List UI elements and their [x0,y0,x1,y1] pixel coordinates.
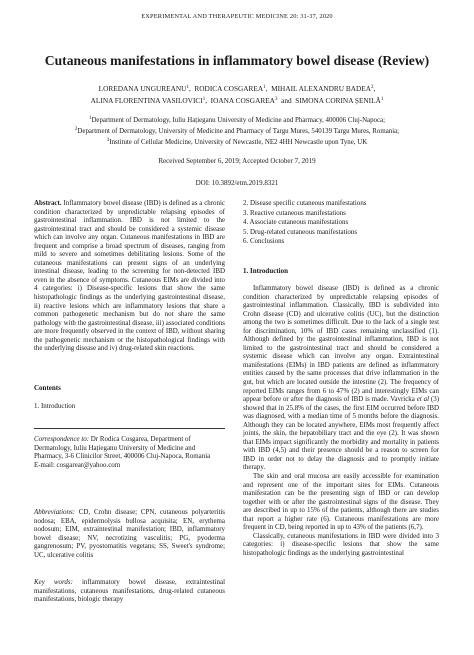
author-line-1: LOREDANA UNGUREANU$^1$, RODICA COSGAREA$^1$, MIHAIL ALEXANDRU BADEA$^2$, [98,84,376,93]
contents-heading: Contents [34,384,61,392]
abbreviations-text: CD, Crohn disease; CPN, cutaneous polyarteritis nodosa; EBA, epidermolysis bullosa acquisita; EN, erythema nodosum; EIM, extraintestinal manifestation; IBD, inflammatory bowel disease; NV, necrotizing vasculitis; PG, pyoderma gangrenosum; PV, pyostomatitis vegetans; SS, Sweet's syndrome; UC, ulcerative colitis [34,508,226,559]
author-sup: 1 [263,85,266,90]
author-sup: 2 [371,85,374,90]
contents-item-6[interactable]: 6. Conclusions [243,237,285,245]
abstract-text: Inflammatory bowel disease (IBD) is defined as a chronic condition characterized by unpredictable relapsing episodes of gastrointestinal inflammation. IBD is not limited to the gastrointestinal tract and should be considered a systemic disease which can involve any organ. Cutaneous manifestations in IBD are frequent and comprise a broad spectrum of diseases, ranging from mild to severe and sometimes debilitating lesions. Some of the cutaneous manifestations can present signs of an underlying intestinal disease, leading to the screening for non-detected IBD even in the absence of symptoms. Cutaneous EIMs are divided into 4 categories: i) Disease-specific lesions that show the same histopathologic findings as the underlying gastrointestinal disease, ii) reactive lesions which are inflammatory lesions that share a common pathogenetic mechanism but do not share the same pathology with the gastrointestinal disease, iii) associated conditions are more frequently observed in the context of IBD, without sharing the pathogenetic mechanism or the histopathological findings with the underlying disease and iv) drug-related skin reactions. [34,199,226,353]
keywords-label: Key words: [34,578,73,586]
author-name: LOREDANA UNGUREANU [98,84,187,93]
received-accepted-dates: Received September 6, 2019; Accepted October 7, 2019 [158,157,316,165]
keywords [34,578,225,604]
affiliation-sup: 2 [74,127,78,132]
author-and: and [281,96,292,105]
correspondence-text: Dr Rodica Cosgarea, Department of Dermatology, Iuliu Hațieganu University of Medicine and Pharmacy, 3-6 Clinicilor Street, 400006 Cluj-Napoca, Romania [34,435,211,461]
author-sup: 1 [380,97,384,102]
contents-list-continued [243,199,439,247]
doi: DOI: 10.3892/etm.2019.8321 [195,179,279,187]
author-name: RODICA COSGAREA [194,84,264,93]
abstract-label: Abstract. [34,199,62,207]
page-title: Cutaneous manifestations in inflammatory bowel disease (Review) [44,53,430,68]
contents-item-2[interactable]: 2. Disease specific cutaneous manifestations [243,199,367,207]
keywords-text: inflammatory bowel disease, extraintestinal manifestations, cutaneous manifestations, drug-related cutaneous manifestations, biologic therapy [34,578,226,604]
abstract [34,199,225,353]
introduction-paragraph-3: Classically, cutaneous manifestations in IBD were divided into 3 categories: i) disease-specific lesions that show the same histopathologic findings as the underlying gastrointestinal [243,531,439,557]
author-name: IOANA COSGAREA [210,96,275,105]
contents-item-3[interactable]: 3. Reactive cutaneous manifestations [243,208,346,217]
affiliation-text: Department of Dermatology, Iuliu Hațieganu University of Medicine and Pharmacy, 400006 Cluj-Napoca; [91,117,386,124]
correspondence-email[interactable]: E-mail: cosgarear@yahoo.com [34,460,121,469]
author-name: SIMONA CORINA ȘENILĂ [295,96,381,105]
affiliation-text: Institute of Cellular Medicine, University of Newcastle, NE2 4HH Newcastle upon Tyne, UK [109,139,368,146]
author-line-2: ALINA FLORENTINA VASILOVICI$^1$, IOANA COSGAREA$^3$ and SIMONA CORINA ȘENILĂ$^1$ [90,96,384,105]
footnote-divider [34,428,225,429]
intro-text: (3) showed that in 25.8% of the cases, the first EIM occurred before IBD was diagnosed, with a median time of 5 months before the diagnosis. Although they can be located anywhere, EIMs most frequently affect joints, the skin, the hepatobiliary tract and the eye (2). It was shown that EIMs impact significantly the morbidity and mortality in patients with IBD (4,5) and their presence should be a reason to screen for IBD in order not to delay the diagnosis and to promptly initiate therapy. [243,395,440,472]
author-sup: 3 [274,97,278,102]
correspondence-label: Correspondence to: [34,435,90,443]
affiliation-sup: 3 [106,138,110,143]
contents-item-4[interactable]: 4. Associate cutaneous manifestations [243,218,349,226]
affiliation-2 [0,127,474,137]
abbreviations-label: Abbreviations: [34,508,75,516]
author-name: ALINA FLORENTINA VASILOVICI [90,96,203,105]
intro-etal: et al [416,395,430,404]
abbreviations [34,508,225,559]
correspondence [34,435,225,469]
affiliation-1 [0,116,474,126]
author-name: MIHAIL ALEXANDRU BADEA [271,84,371,93]
affiliation-3 [0,138,474,148]
introduction-heading: 1. Introduction [243,267,288,275]
contents-item-5[interactable]: 5. Drug-related cutaneous manifestations [243,227,358,236]
introduction-paragraph-2: The skin and oral mucosa are easily accessible for examination and represent one of the important sites for EIMs. Cutaneous manifestation can be the presenting sign of IBD or can develop together with or after the gastrointestinal signs of the disease. They are described in up to 15% of the patients, although there are studies that report a higher rate (6). Cutaneous manifestations are more frequent in CD, being reported in up to 43% of the patients (6,7). [243,472,439,532]
affiliation-text: Department of Dermatology, University of Medicine and Pharmacy of Targu Mures, 540139 Targu Mures, Romania; [77,128,400,135]
contents-item-1[interactable]: 1. Introduction [34,402,76,410]
introduction-paragraph-1 [243,284,439,472]
author-sup: 1 [202,97,206,102]
intro-text: Inflammatory bowel disease (IBD) is defined as a chronic condition characterized by unpredictable relapsing episodes of gastrointestinal inflammation. Classically, IBD is subdivided into Crohn disease (CD) and ulcerative colitis (UC), but the distinction among the two is sometimes difficult. Due to the lack of a single test for discrimination, 10% of IBD cases remaining unclassified (1). Although defined by the gastrointestinal inflammation, IBD is not limited to the gastrointestinal tract and should be considered a systemic disease which can involve any organ. Extraintestinal manifestations (EIMs) in IBD patients are defined as inflammatory entities caused by the same processes that drive inflammation in the gut, but which are located outside the intestine (2). The frequency of reported EIMs ranges from 6 to 47% (2) and interestingly EIMs can appear before or after the diagnosis of IBD is made. Vavricka [243,284,439,404]
introduction-body [243,284,439,558]
affiliation-sup: 1 [88,116,92,121]
running-head: EXPERIMENTAL AND THERAPEUTIC MEDICINE 20: 31-37, 2020 [141,13,333,20]
author-sup: 1 [186,85,189,90]
